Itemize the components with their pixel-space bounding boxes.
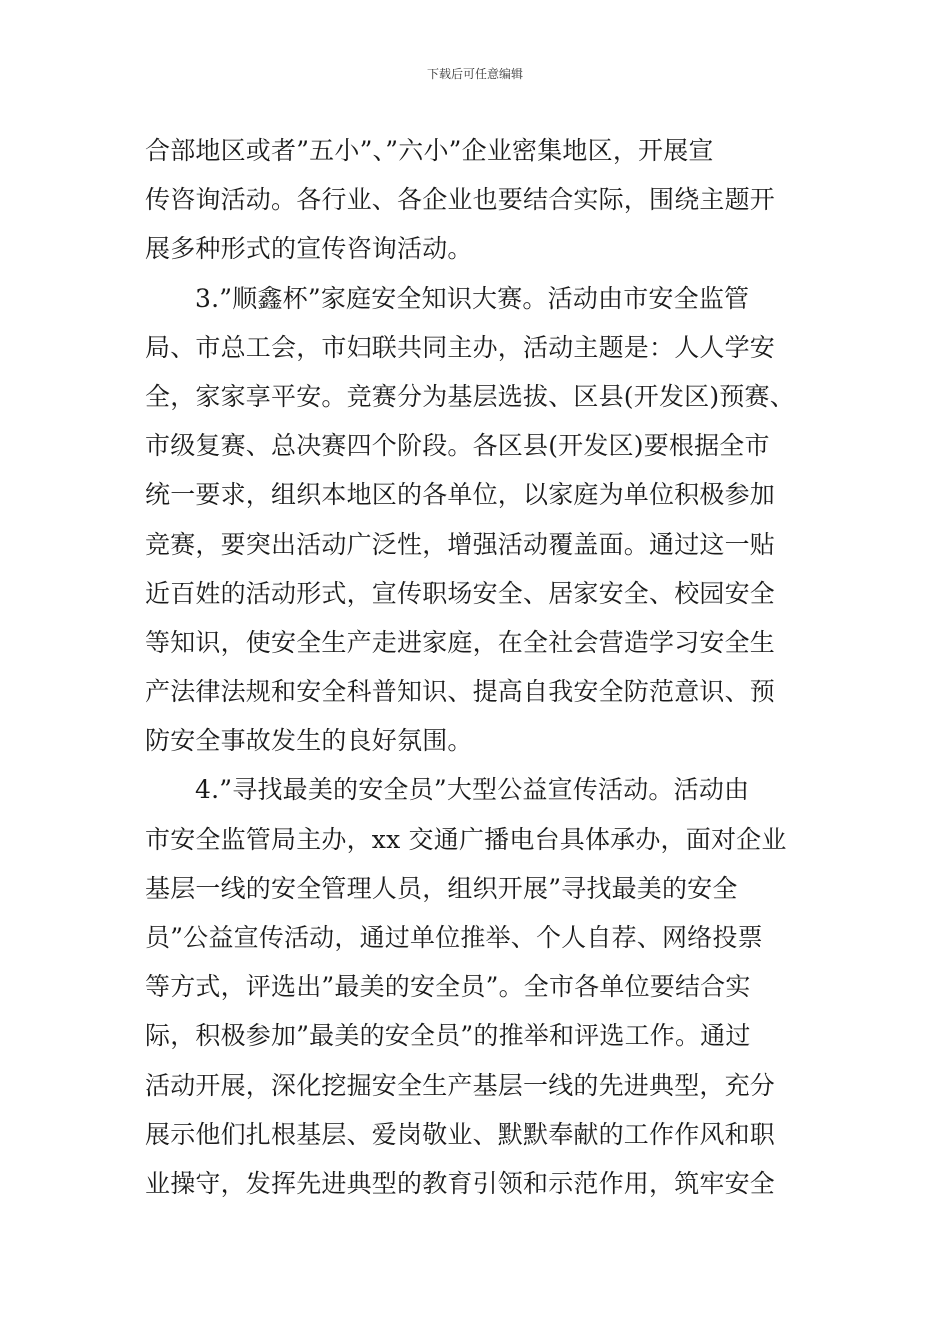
text-line: 产法律法规和安全科普知识、提高自我安全防范意识、预 [145,677,776,707]
text-line: 基层一线的安全管理人员，组织开展”寻找最美的安全 [145,873,738,903]
text-line: 市安全监管局主办，xx 交通广播电台具体承办，面对企业 [145,824,787,854]
text-line: 等知识，使安全生产走进家庭，在全社会营造学习安全生 [145,627,776,657]
page-header-note: 下载后可任意编辑 [426,67,523,81]
text-line: 等方式，评选出”最美的安全员”。全市各单位要结合实 [145,972,751,1002]
paragraph-4-first-line: 4.”寻找最美的安全员”大型公益宣传活动。活动由 [195,775,750,805]
text-line: 业操守，发挥先进典型的教育引领和示范作用，筑牢安全 [145,1168,776,1198]
text-line: 全，家家享平安。竞赛分为基层选拔、区县(开发区)预赛、 [145,381,795,411]
text-line: 局、市总工会，市妇联共同主办，活动主题是：人人学安 [145,332,776,362]
text-line: 统一要求，组织本地区的各单位，以家庭为单位积极参加 [145,480,776,510]
text-line: 展示他们扎根基层、爱岗敬业、默默奉献的工作作风和职 [145,1119,776,1149]
document-body [145,126,815,1208]
text-line: 活动开展，深化挖掘安全生产基层一线的先进典型，充分 [145,1070,776,1100]
text-line: 竞赛，要突出活动广泛性，增强活动覆盖面。通过这一贴 [145,529,776,559]
text-line: 合部地区或者”五小”、”六小”企业密集地区，开展宣 [145,136,714,165]
text-line: 近百姓的活动形式，宣传职场安全、居家安全、校园安全 [145,578,776,608]
text-line: 市级复赛、总决赛四个阶段。各区县(开发区)要根据全市 [145,431,770,461]
paragraph-3-first-line: 3.”顺鑫杯”家庭安全知识大赛。活动由市安全监管 [195,283,750,313]
text-line: 际，积极参加”最美的安全员”的推举和评选工作。通过 [145,1021,751,1051]
text-line: 展多种形式的宣传咨询活动。 [145,234,473,264]
text-line: 员”公益宣传活动，通过单位推举、个人自荐、网络投票 [145,923,763,952]
text-line: 传咨询活动。各行业、各企业也要结合实际，围绕主题开 [145,185,776,215]
text-line: 防安全事故发生的良好氛围。 [145,726,473,756]
